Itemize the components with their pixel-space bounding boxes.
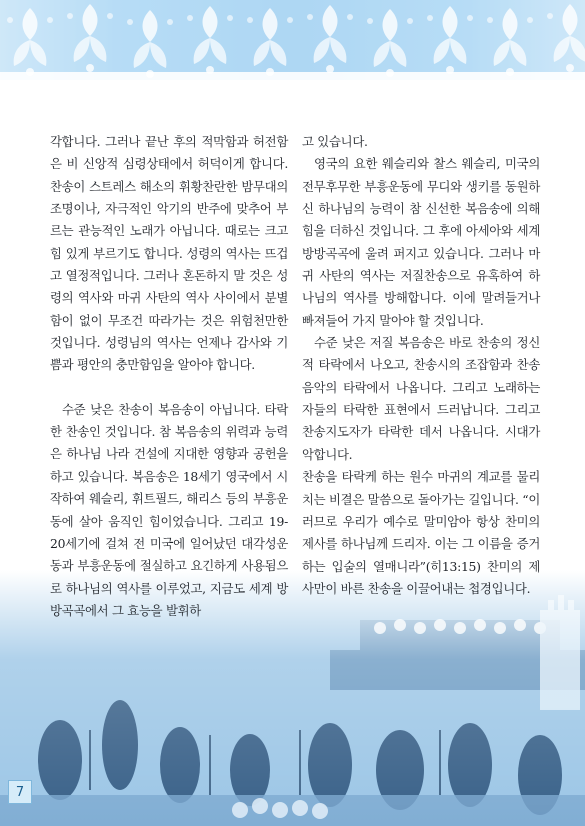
damask-ornament <box>0 0 585 80</box>
right-text-column <box>302 131 540 600</box>
left-text-column <box>50 131 288 622</box>
header-banner <box>0 0 585 80</box>
paragraph: 수준 낮은 찬송이 복음송이 아닙니다. 타락한 찬송인 것입니다. 참 복음송의 위력과 능력은 하나님 나라 건설에 지대한 영향과 공헌을 하고 있습니다. 복음송은 18세기 영국에서 시작하여 웨슬리, 휘트필드, 해리스 등의 부흥운동에 살아 움직인 힘이었습니다. 그리고 19-20세기에 걸쳐 전 미국에 일어났던 대각성운동과 부흥운동에 절실하고 요긴하게 사용됨으로 하나님의 역사를 이루었고, 지금도 세계 방방곡곡에서 그 효능을 발휘하 <box>50 401 288 618</box>
page-number: 7 <box>8 780 32 804</box>
paragraph: 영국의 요한 웨슬리와 찰스 웨슬리, 미국의 전무후무한 부흥운동에 무디와 생키를 동원하신 하나님의 능력이 참 신선한 복음송에 의해 힘을 더하신 것입니다. 그 후에 아세아와 세계 방방곡곡에 울려 퍼지고 있습니다. 그러나 마귀 사탄의 역사는 저질찬송으로 유혹하여 하나님의 역사를 방해합니다. 이에 말려들거나 빠져들어 가지 말아야 할 것입니다. <box>302 156 540 328</box>
paragraph: 찬송을 타락케 하는 원수 마귀의 계교를 물리치는 비결은 말씀으로 돌아가는 길입니다. “이러므로 우리가 예수로 말미암아 항상 찬미의 제사를 하나님께 드리자. 이는 그 이름을 증거하는 입술의 열매니라”(히13:15) 찬미의 제사만이 바른 찬송을 이끌어내는 첩경입니다. <box>302 469 540 596</box>
paragraph: 수준 낮은 저질 복음송은 바로 찬송의 정신적 타락에서 나오고, 찬송시의 조잡함과 찬송음악의 타락에서 나옵니다. 그리고 노래하는 자들의 타락한 표현에서 드러납니다. 그리고 찬송지도자가 타락한 데서 나옵니다. 시대가 악합니다. <box>302 335 540 462</box>
paragraph: 고 있습니다. <box>302 134 368 149</box>
paragraph: 각합니다. 그러나 끝난 후의 적막함과 허전함은 비 신앙적 심령상태에서 허덕이게 합니다. 찬송이 스트레스 해소의 휘황찬란한 밤무대의 조명이나, 자극적인 악기의 반주에 맞추어 부르는 관능적인 노래가 아닙니다. 때로는 크고 힘 있게 부르기도 합니다. 성령의 역사는 뜨겁고 열정적입니다. 그러나 혼돈하지 말 것은 성령의 역사와 마귀 사탄의 역사 사이에서 분별함이 없이 무조건 따라가는 것은 위험천만한 것입니다. 성령님의 역사는 언제나 감사와 기쁨과 평안의 충만함임을 알아야 합니다. <box>50 134 288 373</box>
